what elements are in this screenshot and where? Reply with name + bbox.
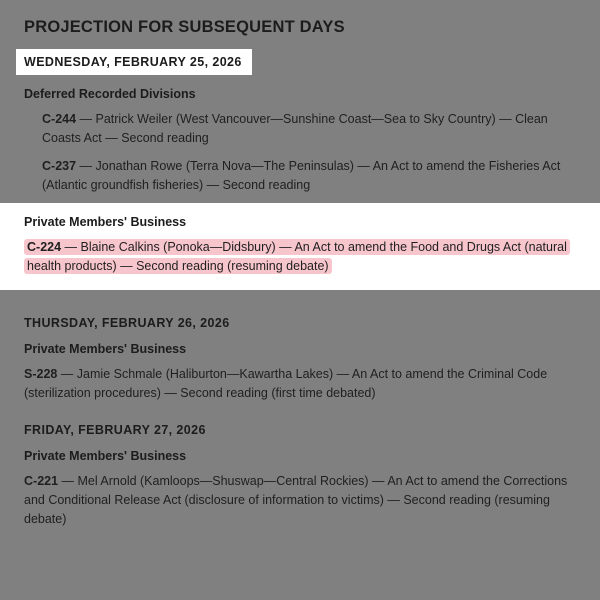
list-item-highlighted — [24, 238, 576, 276]
bill-description: — Jamie Schmale (Haliburton—Kawartha Lakes) — An Act to amend the Criminal Code (sterilization procedures) — Second reading (first time debated) — [24, 367, 548, 400]
day-heading: WEDNESDAY, FEBRUARY 25, 2026 — [16, 49, 252, 75]
day-heading: THURSDAY, FEBRUARY 26, 2026 — [24, 316, 230, 330]
section-heading-private-members-business: Private Members' Business — [24, 449, 187, 463]
page-title: PROJECTION FOR SUBSEQUENT DAYS — [24, 18, 345, 36]
bill-number[interactable]: C-244 — [42, 112, 77, 126]
section-heading-private-members-business: Private Members' Business — [24, 215, 187, 229]
spacer — [24, 290, 576, 316]
bill-number[interactable]: S-228 — [24, 367, 58, 381]
list-item — [24, 365, 576, 403]
bill-description: — Jonathan Rowe (Terra Nova—The Peninsulas) — An Act to amend the Fisheries Act (Atlantic groundfish fisheries) — Second reading — [42, 159, 561, 192]
bill-number[interactable]: C-221 — [24, 474, 59, 488]
bill-description: — Blaine Calkins (Ponoka—Didsbury) — An Act to amend the Food and Drugs Act (natural health products) — Second reading (resuming debate) — [27, 240, 567, 273]
bill-description: — Mel Arnold (Kamloops—Shuswap—Central Rockies) — An Act to amend the Corrections and Conditional Release Act (disclosure of information to victims) — Second reading (resuming debate) — [24, 474, 568, 526]
spacer — [24, 403, 576, 423]
highlighted-text — [24, 239, 570, 274]
day-block-thursday — [24, 316, 576, 403]
list-item — [24, 472, 576, 529]
list-item — [42, 110, 576, 148]
spacer — [24, 195, 576, 203]
day-heading: FRIDAY, FEBRUARY 27, 2026 — [24, 423, 206, 437]
section-heading-deferred-recorded-divisions: Deferred Recorded Divisions — [24, 87, 196, 101]
bill-number[interactable]: C-224 — [27, 240, 62, 254]
bill-number[interactable]: C-237 — [42, 159, 77, 173]
section-heading-private-members-business: Private Members' Business — [24, 342, 187, 356]
day-block-friday — [24, 423, 576, 529]
bill-description: — Patrick Weiler (West Vancouver—Sunshine Coast—Sea to Sky Country) — Clean Coasts Act — Second reading — [42, 112, 548, 145]
day-block-wednesday — [24, 49, 576, 290]
list-item — [42, 157, 576, 195]
highlighted-private-members-business-block — [0, 203, 600, 290]
